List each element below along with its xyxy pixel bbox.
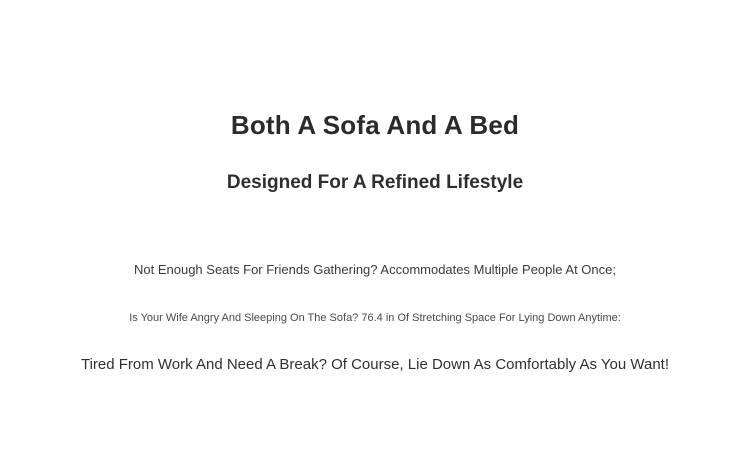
page-title: Both A Sofa And A Bed [230, 110, 520, 140]
benefit-line-3: Tired From Work And Need A Break? Of Course, Lie Down As Comfortably As You Want! [80, 356, 670, 373]
page-subtitle: Designed For A Refined Lifestyle [226, 172, 524, 193]
benefit-line-1: Not Enough Seats For Friends Gathering? Accommodates Multiple People At Once; [134, 262, 616, 277]
benefit-line-2: Is Your Wife Angry And Sleeping On The Sofa? 76.4 in Of Stretching Space For Lying Down Anytime: [129, 312, 621, 324]
